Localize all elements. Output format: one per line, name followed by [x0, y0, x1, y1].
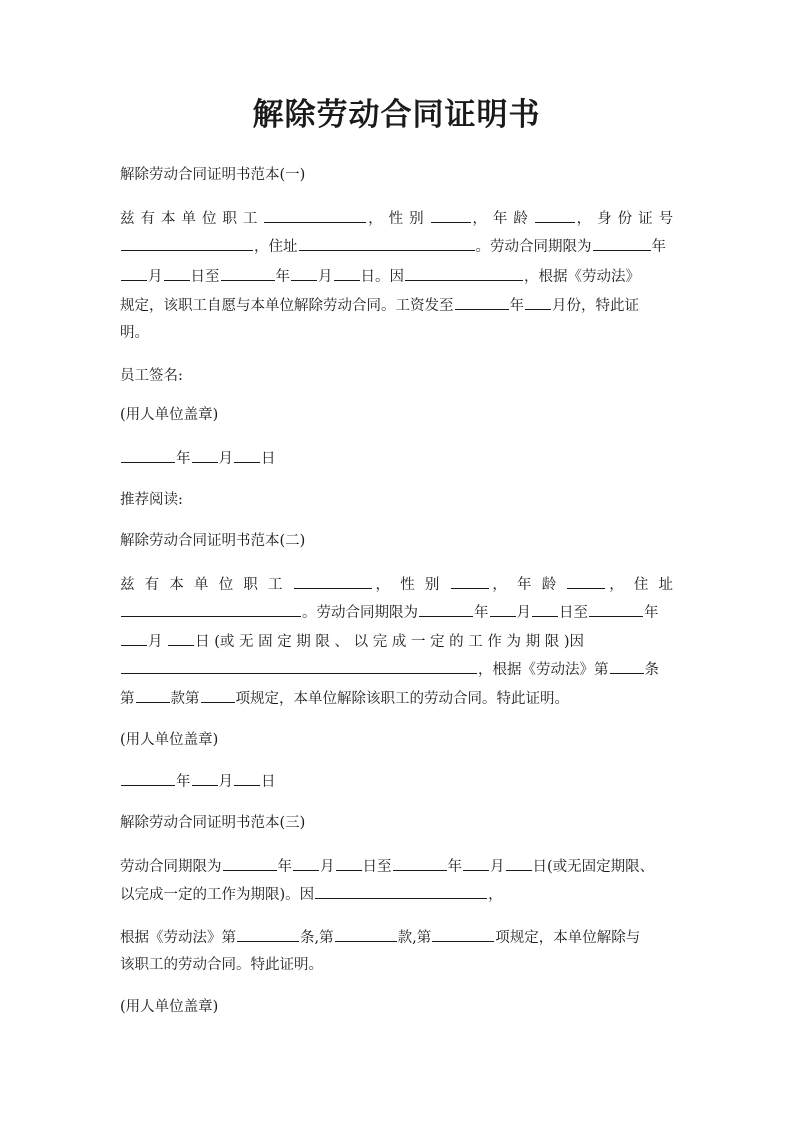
blank-field — [223, 856, 277, 871]
blank-field — [315, 884, 487, 899]
section-3-seal: (用人单位盖章) — [120, 999, 219, 1015]
blank-field — [299, 236, 475, 251]
blank-field — [455, 295, 509, 310]
blank-field — [535, 208, 575, 223]
section-1-date: 年 月 日 — [120, 448, 673, 469]
employee-signature-label: 员工签名: — [120, 368, 183, 384]
blank-field — [589, 602, 643, 617]
blank-field — [405, 266, 523, 281]
blank-field — [168, 631, 194, 646]
blank-field — [463, 856, 489, 871]
blank-field — [121, 771, 175, 786]
blank-field — [121, 659, 477, 674]
section-2-heading: 解除劳动合同证明书范本(二) — [120, 533, 306, 549]
blank-field — [234, 771, 260, 786]
section-2-line-1: 兹 有 本 单 位 职 工 ， 性 别 ， 年 龄 ， 住 址 — [120, 574, 673, 595]
blank-field — [121, 266, 147, 281]
blank-field — [506, 856, 532, 871]
section-2-line-2: 。劳动合同期限为 年 月 日至 年 — [120, 602, 673, 623]
section-3-line-4: 该职工的劳动合同。特此证明。 — [120, 957, 323, 973]
blank-field — [419, 602, 473, 617]
blank-field — [164, 266, 190, 281]
section-1-line-2: ，住址 。劳动合同期限为 年 — [120, 236, 673, 257]
section-1-heading: 解除劳动合同证明书范本(一) — [120, 167, 306, 183]
blank-field — [237, 927, 299, 942]
section-3-line-1: 劳动合同期限为 年 月 日至 年 月 日(或无固定期限、 — [120, 856, 673, 877]
section-1-line-4: 规定，该职工自愿与本单位解除劳动合同。工资发至 年 月份，特此证 — [120, 295, 673, 316]
blank-field — [451, 574, 489, 589]
section-2-seal: (用人单位盖章) — [120, 732, 219, 748]
section-1-line-5: 明。 — [120, 325, 149, 341]
blank-field — [610, 659, 644, 674]
blank-field — [192, 771, 218, 786]
blank-field — [201, 688, 235, 703]
blank-field — [336, 856, 362, 871]
blank-field — [221, 266, 275, 281]
blank-field — [121, 448, 175, 463]
section-1-seal: (用人单位盖章) — [120, 407, 219, 423]
blank-field — [264, 208, 366, 223]
blank-field — [294, 574, 372, 589]
blank-field — [121, 236, 253, 251]
blank-field — [334, 266, 360, 281]
section-2-line-3: 月 日 (或 无 固 定 期 限 、 以 完 成 一 定 的 工 作 为 期 限 )因 — [120, 631, 673, 652]
document-title: 解除劳动合同证明书 — [252, 97, 541, 133]
section-1-line-1: 兹 有 本 单 位 职 工 ， 性 别 ， 年 龄 ， 身 份 证 号 — [120, 208, 673, 229]
blank-field — [291, 266, 317, 281]
blank-field — [234, 448, 260, 463]
blank-field — [293, 856, 319, 871]
blank-field — [136, 688, 170, 703]
blank-field — [393, 856, 447, 871]
blank-field — [567, 574, 605, 589]
blank-field — [525, 295, 551, 310]
section-2-line-4: ，根据《劳动法》第 条 — [120, 659, 673, 680]
section-3-line-2: 以完成一定的工作为期限)。因 ， — [120, 884, 673, 905]
section-3-heading: 解除劳动合同证明书范本(三) — [120, 815, 306, 831]
blank-field — [593, 236, 651, 251]
blank-field — [432, 927, 494, 942]
blank-field — [532, 602, 558, 617]
blank-field — [121, 602, 301, 617]
section-2-date: 年 月 日 — [120, 771, 673, 792]
section-2-line-5: 第 款第 项规定，本单位解除该职工的劳动合同。特此证明。 — [120, 688, 673, 709]
section-3-line-3: 根据《劳动法》第 条,第 款,第 项规定，本单位解除与 — [120, 927, 673, 948]
blank-field — [192, 448, 218, 463]
blank-field — [335, 927, 397, 942]
section-1-line-3: 月 日至 年 月 日。因 ，根据《劳动法》 — [120, 266, 673, 287]
blank-field — [121, 631, 147, 646]
recommend-reading: 推荐阅读: — [120, 492, 183, 508]
blank-field — [431, 208, 471, 223]
blank-field — [490, 602, 516, 617]
